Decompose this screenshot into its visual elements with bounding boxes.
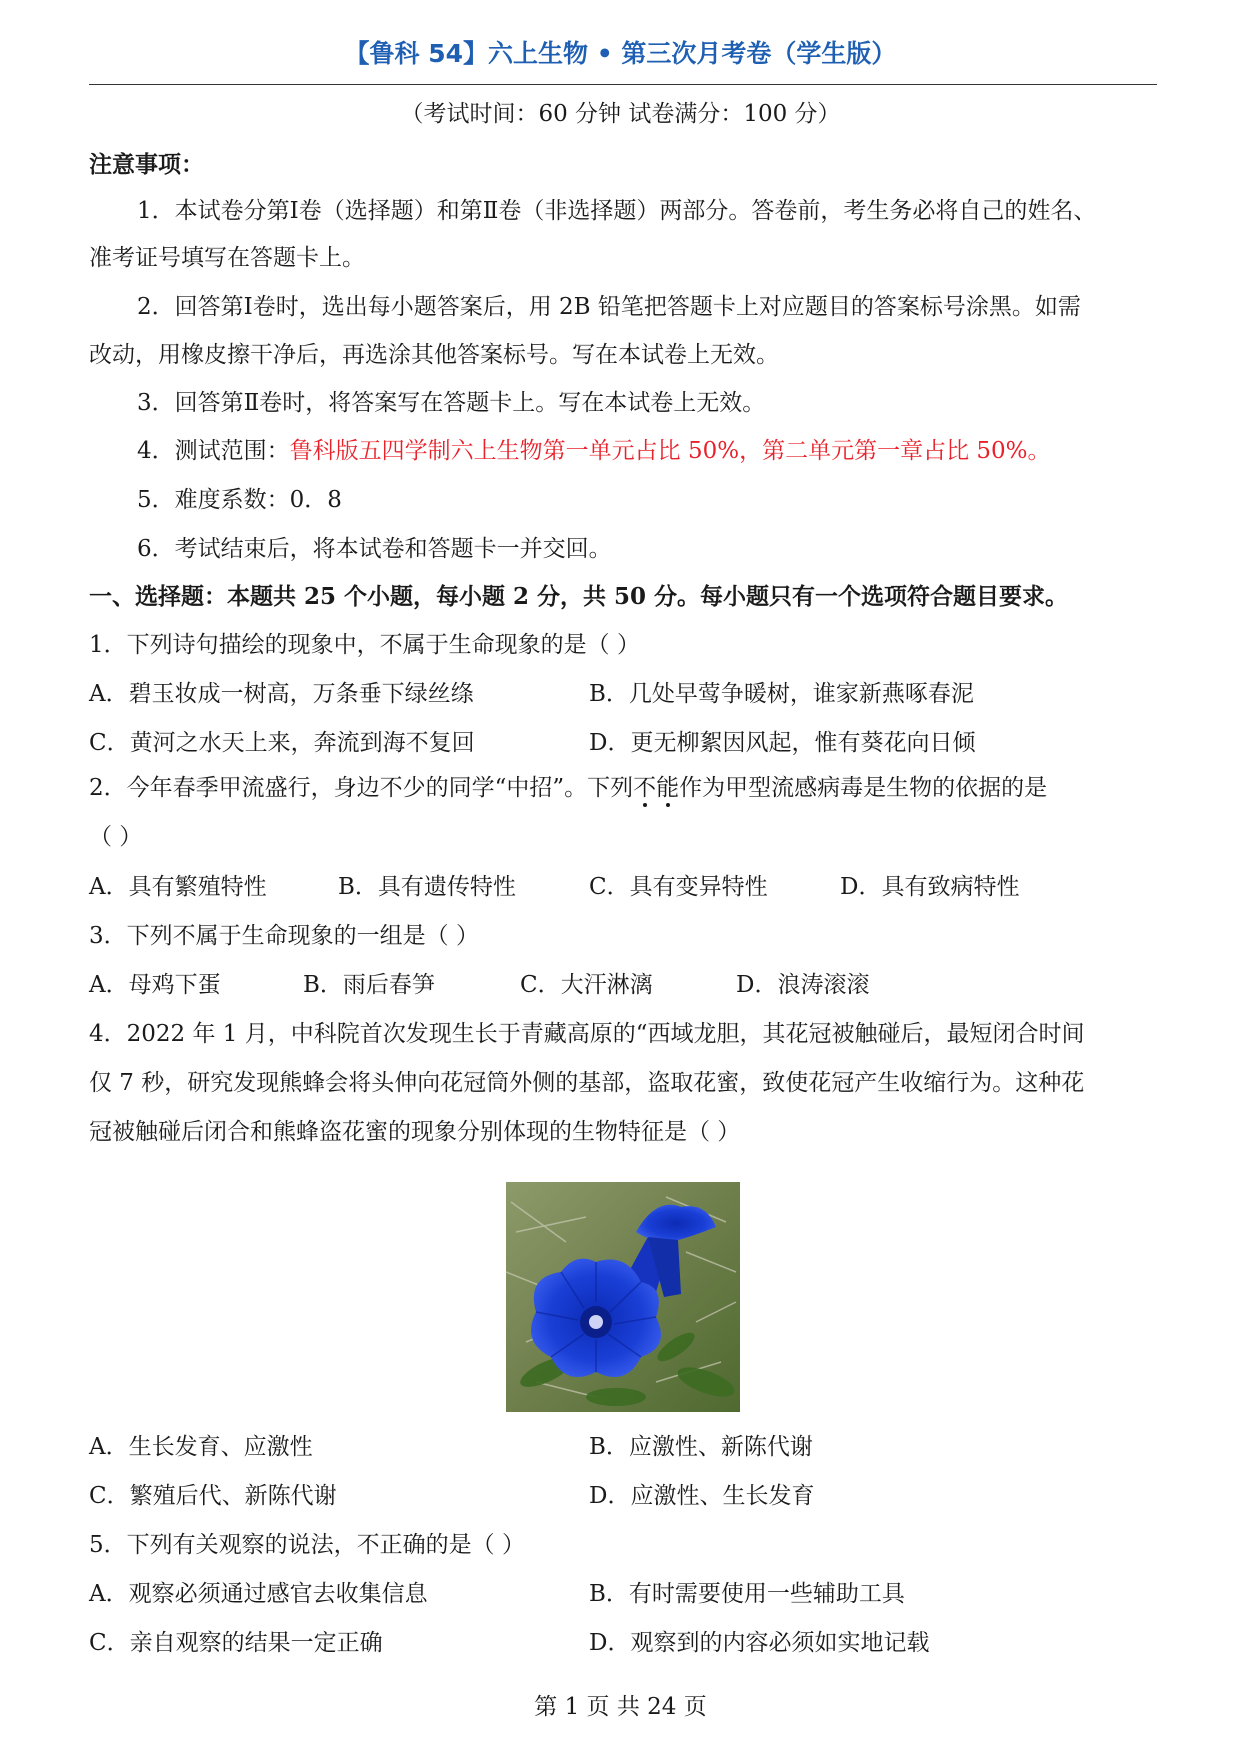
question-3-option-d: D．浪涛滚滚 [736,972,870,998]
question-2-option-b: B．具有遗传特性 [338,874,516,900]
question-4-option-d: D．应激性、生长发育 [589,1483,815,1509]
question-3-stem: 3．下列不属于生命现象的一组是（ ） [89,923,479,949]
question-4-stem-cont: 仅 7 秒，研究发现熊蜂会将头伸向花冠筒外侧的基部，盗取花蜜，致使花冠产生收缩行为。这种花 [89,1070,1085,1096]
question-4-stem-cont: 冠被触碰后闭合和熊蜂盗花蜜的现象分别体现的生物特征是（ ） [89,1119,741,1145]
question-5-option-c: C．亲自观察的结果一定正确 [89,1630,383,1656]
page-number: 第 1 页 共 24 页 [534,1694,707,1720]
question-5-option-d: D．观察到的内容必须如实地记载 [589,1630,930,1656]
notice-item-2-cont: 改动，用橡皮擦干净后，再选涂其他答案标号。写在本试卷上无效。 [89,342,779,368]
notice-item-3: 3．回答第Ⅱ卷时，将答案写在答题卡上。写在本试卷上无效。 [137,390,766,416]
notice-item-1: 1．本试卷分第Ⅰ卷（选择题）和第Ⅱ卷（非选择题）两部分。答卷前，考生务必将自己的姓名、 [137,198,1097,224]
question-4-option-b: B．应激性、新陈代谢 [589,1434,813,1460]
question-4-option-a: A．生长发育、应激性 [89,1434,313,1460]
notice-item-2: 2．回答第Ⅰ卷时，选出每小题答案后，用 2B 铅笔把答题卡上对应题目的答案标号涂黑。如需 [137,294,1081,320]
emphasis-char: 能 [656,775,680,801]
question-2-stem-end: 作为甲型流感病毒是生物的依据的是 [679,775,1048,801]
question-1-stem: 1．下列诗句描绘的现象中，不属于生命现象的是（ ） [89,632,640,658]
question-2-option-d: D．具有致病特性 [840,874,1020,900]
notice-item-1-cont: 准考证号填写在答题卡上。 [89,245,365,271]
gentian-flower-image [506,1182,740,1412]
question-2-stem-cont: （ ） [89,824,143,850]
question-2-stem [89,773,1047,803]
question-5-option-b: B．有时需要使用一些辅助工具 [589,1581,905,1607]
question-4-stem: 4．2022 年 1 月，中科院首次发现生长于青藏高原的“西域龙胆，其花冠被触碰后，最短闭合时间 [89,1021,1085,1047]
question-1-option-b: B．几处早莺争暖树，谁家新燕啄春泥 [589,681,974,707]
notice-title: 注意事项： [89,151,204,178]
notice-item-4 [137,436,1051,466]
question-3-option-c: C．大汗淋漓 [520,972,653,998]
test-scope-text: 鲁科版五四学制六上生物第一单元占比 50%，第二单元第一章占比 50%。 [289,438,1051,464]
question-5-stem: 5．下列有关观察的说法，不正确的是（ ） [89,1532,525,1558]
question-5-option-a: A．观察必须通过感官去收集信息 [89,1581,428,1607]
notice-item-4-label: 4．测试范围： [137,438,290,464]
notice-item-6: 6．考试结束后，将本试卷和答题卡一并交回。 [137,536,612,562]
question-1-option-d: D．更无柳絮因风起，惟有葵花向日倾 [589,730,976,756]
question-3-option-a: A．母鸡下蛋 [89,972,221,998]
document-title: 【鲁科 54】六上生物 • 第三次月考卷（学生版） [344,39,897,68]
question-2-stem-start: 2．今年春季甲流盛行，身边不少的同学“中招”。下列 [89,775,634,801]
question-4-option-c: C．繁殖后代、新陈代谢 [89,1483,337,1509]
exam-info: （考试时间：60 分钟 试卷满分：100 分） [400,101,841,127]
section-title: 一、选择题：本题共 25 个小题，每小题 2 分，共 50 分。每小题只有一个选项符合题目要求。 [89,583,1069,610]
question-2-option-a: A．具有繁殖特性 [89,874,267,900]
question-2-option-c: C．具有变异特性 [589,874,768,900]
emphasis-char: 不 [633,775,657,801]
question-3-option-b: B．雨后春笋 [303,972,435,998]
notice-item-5: 5．难度系数：0．8 [137,487,342,513]
header-divider [89,84,1157,85]
question-1-option-c: C．黄河之水天上来，奔流到海不复回 [89,730,475,756]
question-1-option-a: A．碧玉妆成一树高，万条垂下绿丝绦 [89,681,474,707]
